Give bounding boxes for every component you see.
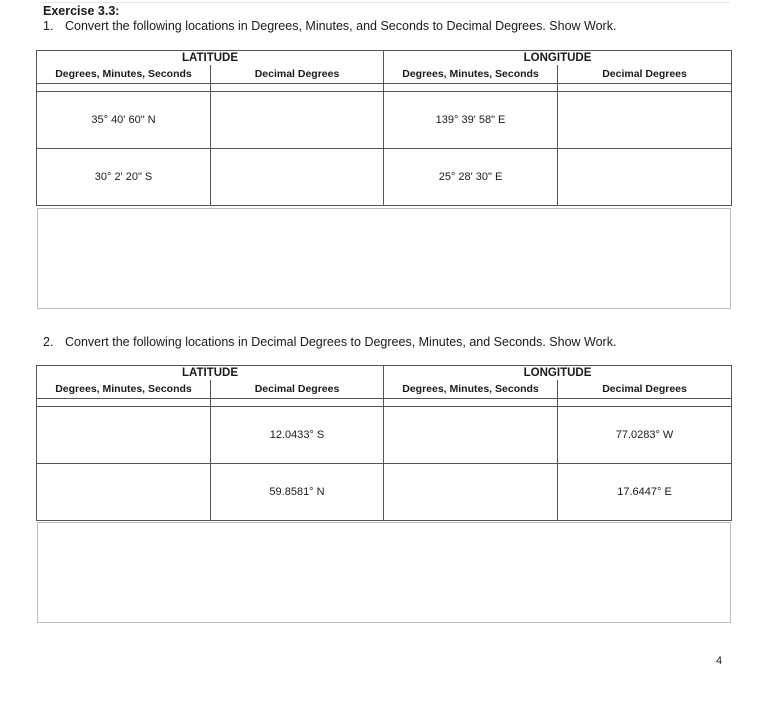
page-number: 4 bbox=[716, 655, 723, 667]
lat-dms-header: Degrees, Minutes, Seconds bbox=[37, 380, 211, 399]
latitude-header: LATITUDE bbox=[37, 51, 384, 66]
lat-dd-header: Decimal Degrees bbox=[211, 380, 384, 399]
lat-dd-cell: 12.0433° S bbox=[211, 407, 384, 464]
lat-dms-answer-cell[interactable] bbox=[37, 407, 211, 464]
lon-dms-header: Degrees, Minutes, Seconds bbox=[384, 380, 558, 399]
lon-dd-answer-cell[interactable] bbox=[558, 149, 732, 206]
longitude-header: LONGITUDE bbox=[384, 366, 732, 381]
lon-dd-cell: 17.6447° E bbox=[558, 464, 732, 521]
lat-dd-cell: 59.8581° N bbox=[211, 464, 384, 521]
lat-dms-header: Degrees, Minutes, Seconds bbox=[37, 65, 211, 84]
lon-dms-answer-cell[interactable] bbox=[384, 407, 558, 464]
lon-dd-header: Decimal Degrees bbox=[558, 380, 732, 399]
lat-dd-header: Decimal Degrees bbox=[211, 65, 384, 84]
table-row bbox=[37, 407, 732, 464]
lon-dd-header: Decimal Degrees bbox=[558, 65, 732, 84]
exercise-title: Exercise 3.3: bbox=[43, 4, 120, 18]
question-1 bbox=[43, 19, 616, 33]
lon-dd-cell: 77.0283° W bbox=[558, 407, 732, 464]
lon-dd-answer-cell[interactable] bbox=[558, 92, 732, 149]
conversion-table-2 bbox=[36, 365, 732, 521]
lon-dms-cell: 25° 28' 30" E bbox=[384, 149, 558, 206]
show-work-box-2[interactable] bbox=[37, 522, 731, 623]
header-spacer-row bbox=[37, 399, 732, 407]
question-1-number: 1. bbox=[43, 19, 54, 33]
header-spacer-row bbox=[37, 84, 732, 92]
lon-dms-answer-cell[interactable] bbox=[384, 464, 558, 521]
lon-dms-cell: 139° 39' 58" E bbox=[384, 92, 558, 149]
latitude-header: LATITUDE bbox=[37, 366, 384, 381]
show-work-box-1[interactable] bbox=[37, 208, 731, 309]
top-rule bbox=[40, 2, 730, 3]
conversion-table-1 bbox=[36, 50, 732, 206]
lat-dms-cell: 35° 40' 60" N bbox=[37, 92, 211, 149]
lon-dms-header: Degrees, Minutes, Seconds bbox=[384, 65, 558, 84]
lat-dms-cell: 30° 2' 20" S bbox=[37, 149, 211, 206]
longitude-header: LONGITUDE bbox=[384, 51, 732, 66]
question-2-number: 2. bbox=[43, 335, 54, 349]
lat-dms-answer-cell[interactable] bbox=[37, 464, 211, 521]
lat-dd-answer-cell[interactable] bbox=[211, 92, 384, 149]
question-2-text: Convert the following locations in Decimal Degrees to Degrees, Minutes, and Seconds. Show Work. bbox=[65, 335, 617, 349]
table-row bbox=[37, 149, 732, 206]
question-2 bbox=[43, 335, 616, 349]
lat-dd-answer-cell[interactable] bbox=[211, 149, 384, 206]
table-row bbox=[37, 464, 732, 521]
table-row bbox=[37, 92, 732, 149]
question-1-text: Convert the following locations in Degrees, Minutes, and Seconds to Decimal Degrees. Show Work. bbox=[65, 19, 617, 33]
